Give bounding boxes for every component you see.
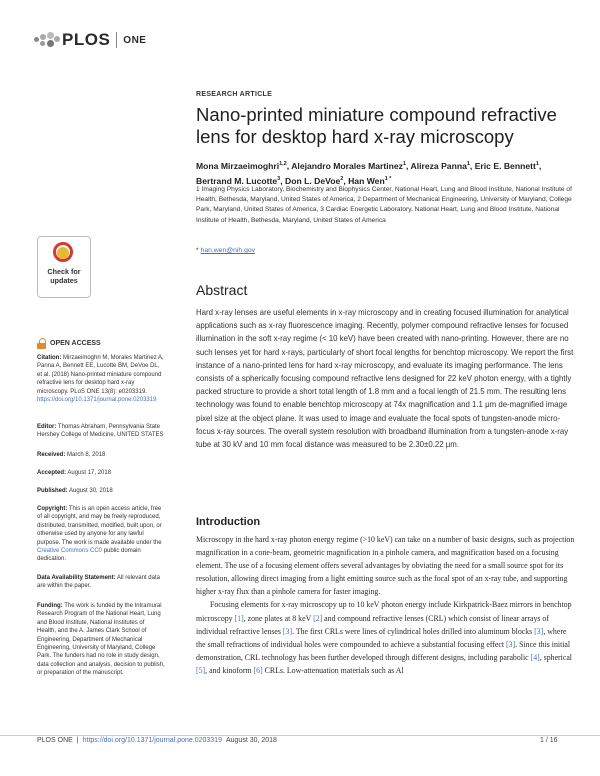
- footer-divider: [0, 735, 600, 736]
- reference-link[interactable]: [3]: [506, 639, 516, 649]
- citation-label: Citation:: [37, 355, 62, 361]
- abstract-text: Hard x-ray lenses are useful elements in x-ray microscopy and in creating focused illumination for analytical applications such as x-ray fluorescence imaging. Recently, polymer compound refractive lenses for focused illumination in the soft x-ray regime (< 10 keV) have been created with nano-printing. However, there are no such lenses yet for hard x-rays, particularly of short focal lengths for benchtop microscopy. We report the first instance of a nano-printed lens for hard x-ray microscopy, and evaluate its imaging performance. The lens consists of a spherically focusing compound refractive lens designed for 22 keV photon energy, with a tightly packed structure to provide a short total length of 1.8 mm and a focal length of 21.5 mm. The resulting lens technology was found to enable benchtop microscopy at 74x magnification and 1.1 μm de-magnified image pixel size at the object plane. It was used to image and evaluate the focal spots of tungsten-anode micro-focus x-ray sources. The overall system resolution with broadband illumination from a tungsten-anode x-ray tube at 30 kV and 10 mm focal distance was measured to be 2.30±0.22 μm.: [196, 308, 574, 450]
- author-name: Eric E. Bennett: [474, 160, 536, 171]
- author-name: Han Wen: [348, 175, 385, 186]
- editor-label: Editor:: [37, 424, 57, 430]
- author-name: Alejandro Morales Martinez: [291, 160, 403, 171]
- copyright: [37, 505, 165, 564]
- plos-dots-icon: [34, 32, 60, 48]
- footer-journal: PLOS ONE: [37, 737, 73, 744]
- article-type: RESEARCH ARTICLE: [196, 91, 273, 98]
- footer: [37, 737, 277, 744]
- citation-text: Mirzaeimoghri M, Morales Martinez A, Panna A, Bennett EE, Lucotte BM, DeVoe DL, et al. (2018) Nano-printed miniature compound refractive lens for desktop hard x-ray microscopy. PLoS ONE 13(8): e0203319.: [37, 355, 164, 395]
- footer-doi-link[interactable]: https://doi.org/10.1371/journal.pone.0203319: [82, 737, 222, 744]
- intro-paragraph-2: Focusing elements for x-ray microscopy up to 10 keV photon energy include Kirkpatrick-Baez mirrors in benchtop microscopy [1], zone plates at 8 keV [2] and compound refractive lenses (CRL) which consist of linear arrays of individual refractive lenses [3]. The first CRLs were lines of cylindrical holes drilled into aluminum blocks [3], where the small refractions of individual holes were compounded to achieve a substantial focusing effect [3]. Since this initial demonstration, CRL technology has been further developed through different designs, including parabolic [4], spherical [5], and kinoform [6] CRLs. Low-attenuation materials such as Al: [196, 600, 572, 675]
- citation-doi-link[interactable]: https://doi.org/10.1371/journal.pone.0203319: [37, 397, 157, 404]
- accepted-label: Accepted:: [37, 470, 67, 476]
- reference-link[interactable]: [3]: [534, 626, 544, 636]
- published-label: Published:: [37, 488, 68, 494]
- plos-logo: [34, 30, 146, 50]
- author-affiliation-mark: 1: [466, 161, 470, 167]
- author-affiliation-mark: 3: [277, 175, 281, 182]
- affiliations: 1 Imaging Physics Laboratory, Biochemistry and Biophysics Center, National Heart, Lung and Blood Institute, National Institute of Health, Bethesda, Maryland, United States of America, 2 Department of Mechanical Engineering, University of Maryland, College Park, Maryland, United States of America, 3 Cardiac Energetic Laboratory, National Heart, Lung and Blood Institute, National Institute of Health, Bethesda, Maryland, United States of America: [196, 186, 572, 224]
- corresponding-email: [196, 247, 255, 254]
- data-availability-label: Data Availability Statement:: [37, 575, 116, 581]
- reference-link[interactable]: [3]: [282, 626, 293, 636]
- author-name: Don L. DeVoe: [285, 175, 341, 186]
- logo-text: PLOS: [62, 30, 111, 49]
- journal-name: ONE: [123, 34, 147, 46]
- introduction-body: [196, 533, 576, 677]
- logo-divider: [116, 32, 117, 48]
- received: [37, 451, 165, 459]
- author-name: Mona Mirzaeimoghri: [196, 160, 280, 171]
- open-lock-icon: [37, 338, 46, 349]
- email-link[interactable]: han.wen@nih.gov: [200, 247, 256, 254]
- reference-link[interactable]: [4]: [530, 652, 540, 662]
- cc0-link[interactable]: Creative Commons CC0: [37, 548, 103, 555]
- author-list: Mona Mirzaeimoghri$^{1,2}$, Alejandro Morales Martinez$^1$, Alireza Panna$^1$, Eric E. Bennett$^1$, Bertrand M. Lucotte$^3$, Don L. DeVoe$^2$, Han Wen$^{1 *}$: [196, 160, 542, 186]
- abstract-heading: Abstract: [196, 282, 248, 298]
- open-access-badge: [37, 338, 101, 349]
- article-title: Nano-printed miniature compound refractive lens for desktop hard x-ray microscopy: [196, 104, 557, 147]
- check-updates-label: Check for updates: [47, 267, 81, 285]
- author-affiliation-mark: 1,2: [279, 161, 287, 167]
- data-availability-text: All relevant data are within the paper.: [37, 575, 160, 590]
- funding-label: Funding:: [37, 603, 63, 609]
- author-affiliation-mark: 1 *: [384, 175, 392, 182]
- reference-link[interactable]: [2]: [313, 613, 323, 623]
- check-for-updates-badge[interactable]: [37, 236, 91, 298]
- data-availability: [37, 574, 165, 591]
- corresponding-mark: *: [196, 247, 199, 254]
- copyright-label: Copyright:: [37, 506, 68, 512]
- published: [37, 487, 165, 495]
- reference-link[interactable]: [6]: [253, 665, 263, 675]
- editor: [37, 423, 165, 440]
- funding: [37, 602, 165, 678]
- author-affiliation-mark: 1: [402, 161, 407, 167]
- funding-text: The work is funded by the Intramural Research Program of the National Heart, Lung and Blood Institute, National Institutes of Health, and the A. James Clark School of Engineering, Department of Mechanical Engineering, University of Maryland, College Park. The funders had no role in study design, data collection and analysis, decision to publish, or preparation of the manuscript.: [37, 603, 165, 677]
- citation: [37, 354, 165, 404]
- page-number: 1 / 16: [540, 737, 558, 744]
- author-affiliation-mark: 2: [340, 175, 344, 182]
- accepted: [37, 469, 165, 477]
- reference-link[interactable]: [5]: [196, 665, 206, 675]
- author-affiliation-mark: 1: [535, 161, 539, 167]
- copyright-text: This is an open access article, free of all copyright, and may be freely reproduced, distributed, transmitted, modified, built upon, or otherwise used by anyone for any lawful purpose. The work is made available under the: [37, 506, 162, 546]
- open-access-label: OPEN ACCESS: [50, 340, 101, 347]
- footer-separator: |: [76, 737, 79, 744]
- copyright-text-end: public domain dedication.: [37, 548, 141, 563]
- received-date: March 8, 2018: [67, 452, 106, 458]
- footer-date: August 30, 2018: [225, 737, 277, 744]
- received-label: Received:: [37, 452, 66, 458]
- author-name: Alireza Panna: [410, 160, 467, 171]
- crossmark-icon-center: [57, 247, 69, 259]
- published-date: August 30, 2018: [69, 488, 113, 494]
- accepted-date: August 17, 2018: [67, 470, 112, 476]
- editor-text: Thomas Abraham, Pennsylvania State Hershey College of Medicine, UNITED STATES: [37, 424, 164, 439]
- reference-link[interactable]: [1]: [234, 613, 244, 623]
- introduction-heading: Introduction: [196, 516, 261, 528]
- author-name: Bertrand M. Lucotte: [196, 175, 278, 186]
- intro-paragraph-1: Microscopy in the hard x-ray photon energy regime (>10 keV) can take on a number of basic designs, such as projection magnification in a cone-beam, geometric magnification in a pinhole camera, and magnification based on a focusing element. The use of a focusing element offers several advantages by obviating the need for a small source spot for its resolution, allowing direct imaging from a light emitting source such as the focal spot of an x-ray tube, and supporting higher x-ray flux than a pinhole camera for faster imaging.: [196, 535, 575, 597]
